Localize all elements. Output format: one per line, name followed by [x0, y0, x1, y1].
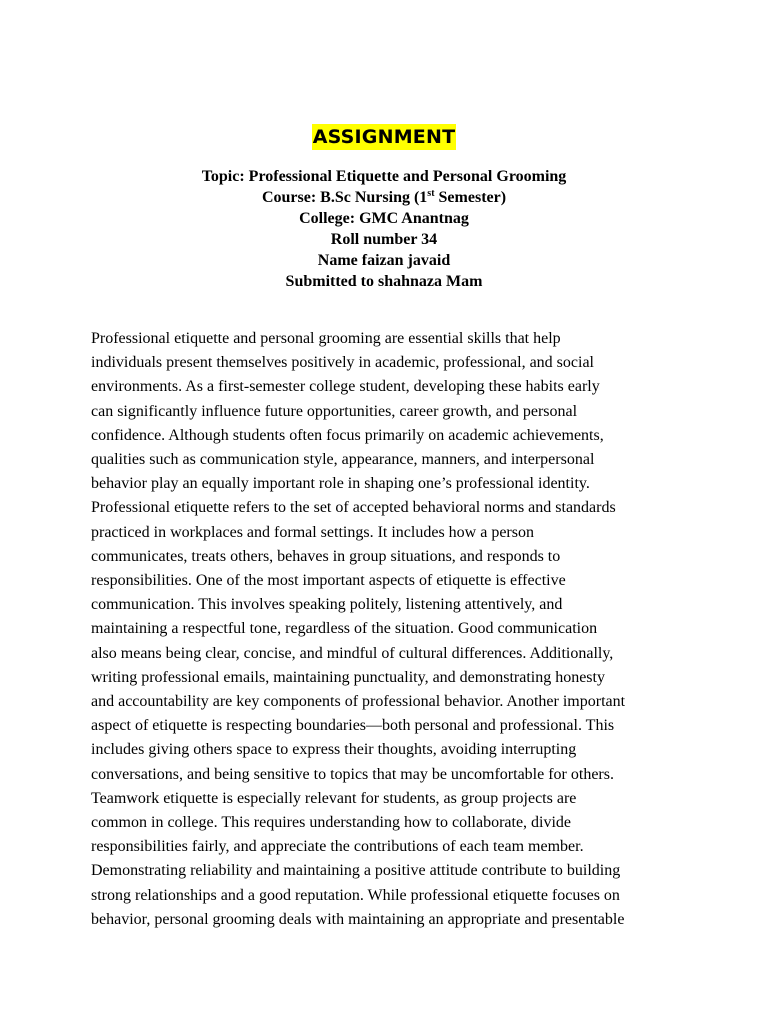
course-text-end: Semester) — [434, 189, 507, 206]
body-text-line: common in college. This requires understanding how to collaborate, divide — [91, 814, 572, 832]
body-text-line: Demonstrating reliability and maintaining a positive attitude contribute to building — [91, 862, 621, 880]
body-text-line: Professional etiquette and personal grooming are essential skills that help — [91, 330, 561, 347]
body-text-line: responsibilities fairly, and appreciate the contributions of each team member. — [91, 838, 584, 856]
body-text-line: includes giving others space to express their thoughts, avoiding interrupting — [91, 741, 577, 759]
course-superscript: st — [427, 188, 435, 199]
essay-body — [91, 327, 691, 932]
body-text-line: environments. As a first-semester college student, developing these habits early — [91, 378, 600, 396]
body-text-line: maintaining a respectful tone, regardless of the situation. Good communication — [91, 620, 598, 638]
college-line: College: GMC Anantnag — [299, 210, 469, 227]
title-container — [0, 124, 768, 150]
body-text-line: conversations, and being sensitive to topics that may be uncomfortable for others. — [91, 765, 614, 783]
body-text-line: strong relationships and a good reputation. While professional etiquette focuses on — [91, 886, 620, 904]
course-line — [0, 187, 768, 208]
body-text-line: behavior, personal grooming deals with maintaining an appropriate and presentable — [91, 910, 625, 928]
roll-number-line: Roll number 34 — [330, 231, 438, 248]
body-text-line: aspect of etiquette is respecting boundaries—both personal and professional. This — [91, 717, 615, 735]
topic-line: Topic: Professional Etiquette and Personal Grooming — [201, 168, 567, 185]
body-text-line: practiced in workplaces and formal settings. It includes how a person — [91, 523, 534, 541]
body-text-line: confidence. Although students often focus primarily on academic achievements, — [91, 426, 604, 444]
body-text-line: behavior play an equally important role in shaping one’s professional identity. — [91, 475, 590, 493]
body-text-line: individuals present themselves positively in academic, professional, and social — [91, 354, 594, 372]
submitted-to-line: Submitted to shahnaza Mam — [285, 273, 483, 290]
student-name-line: Name faizan javaid — [317, 252, 451, 269]
body-text-line: Teamwork etiquette is especially relevant for students, as group projects are — [91, 789, 577, 807]
body-text-line: qualities such as communication style, appearance, manners, and interpersonal — [91, 451, 595, 469]
body-text-line: also means being clear, concise, and mindful of cultural differences. Additionally, — [91, 644, 614, 662]
body-text-line: communication. This involves speaking politely, listening attentively, and — [91, 596, 563, 614]
body-text-line: responsibilities. One of the most important aspects of etiquette is effective — [91, 572, 566, 590]
assignment-title: ASSIGNMENT — [312, 126, 456, 148]
course-text: Course: B.Sc Nursing (1 — [261, 189, 428, 206]
body-text-line: Professional etiquette refers to the set of accepted behavioral norms and standards — [91, 499, 616, 517]
body-text-line: can significantly influence future opportunities, career growth, and personal — [91, 402, 578, 420]
body-text-line: and accountability are key components of professional behavior. Another important — [91, 693, 626, 711]
body-text-line: writing professional emails, maintaining punctuality, and demonstrating honesty — [91, 668, 605, 686]
assignment-header — [0, 166, 768, 292]
body-text-line: communicates, treats others, behaves in group situations, and responds to — [91, 547, 561, 565]
